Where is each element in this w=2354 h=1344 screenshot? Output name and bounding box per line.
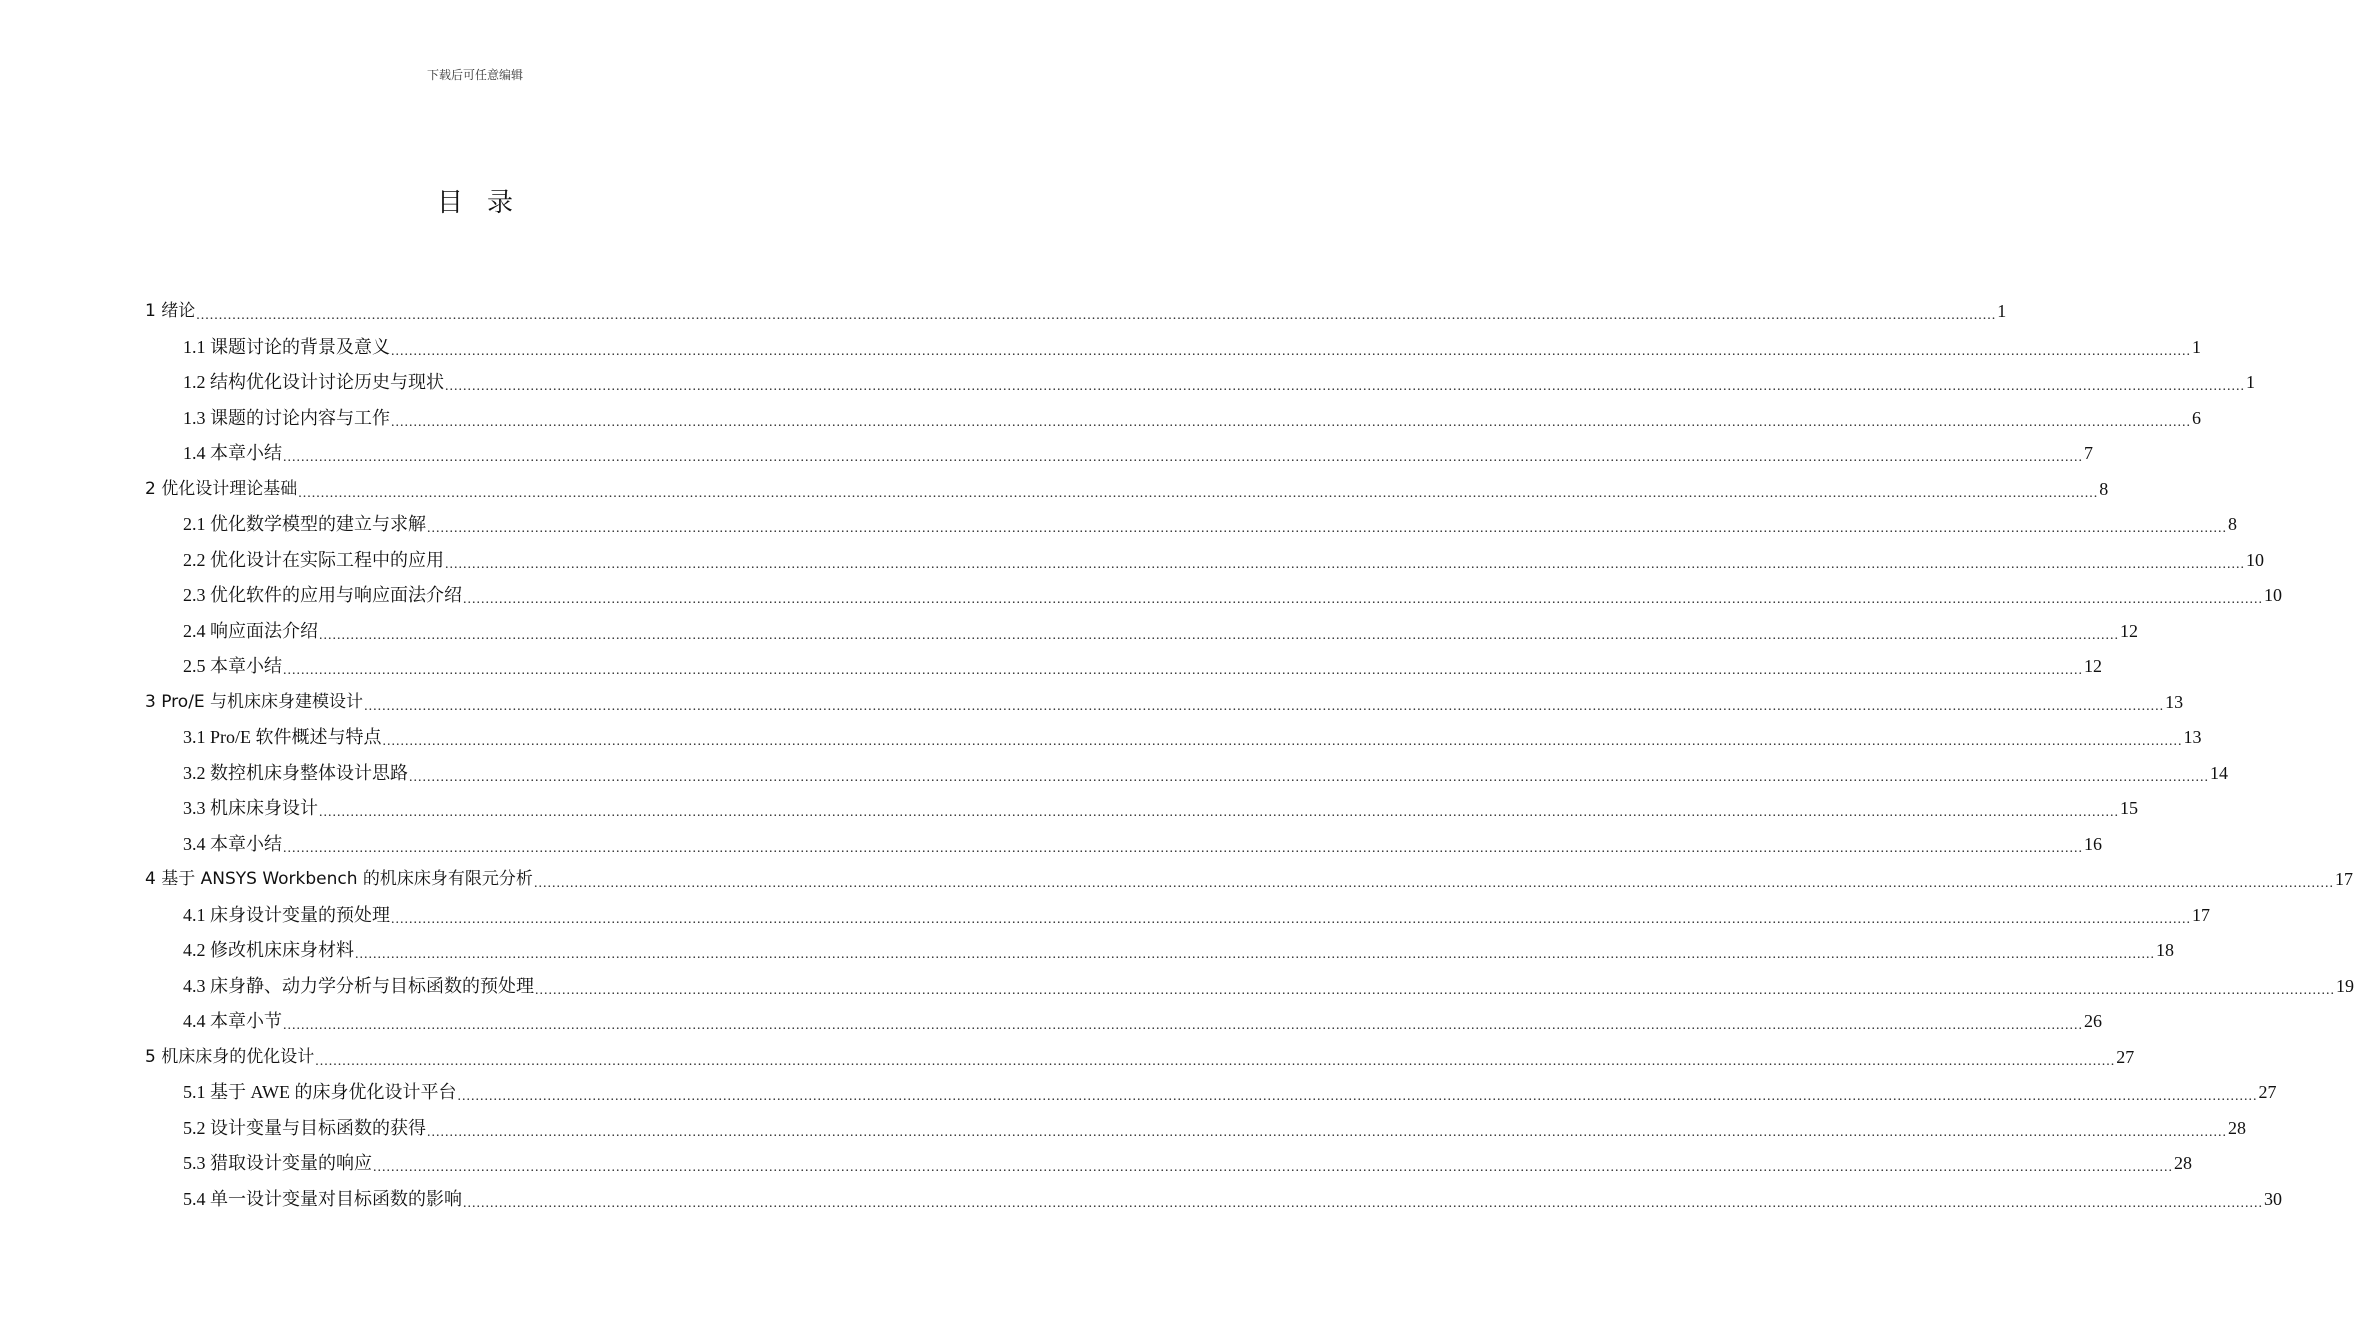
toc-entry-label: 5 机床床身的优化设计 [145, 1046, 315, 1067]
toc-section-entry[interactable] [145, 365, 2255, 401]
toc-page-number: 1 [2246, 372, 2255, 392]
toc-page-number: 15 [2120, 798, 2138, 818]
toc-page-number: 8 [2099, 478, 2109, 499]
toc-entry-label: 3.1 Pro/E 软件概述与特点 [183, 727, 382, 747]
toc-dot-leader: ................................................................................................................................................................................................................................................................................................................................................................................................................ [533, 876, 2334, 891]
toc-page-number: 14 [2210, 762, 2228, 783]
toc-dot-leader: ................................................................................................................................................................................................................................................................................................................................................................................................................ [283, 840, 2083, 856]
toc-page-number: 17 [2334, 869, 2353, 889]
toc-section-entry[interactable] [145, 933, 2174, 969]
toc-dot-leader: ................................................................................................................................................................................................................................................................................................................................................................................................................ [463, 1195, 2263, 1211]
toc-section-entry[interactable] [145, 969, 2354, 1005]
toc-dot-leader: ................................................................................................................................................................................................................................................................................................................................................................................................................ [427, 1124, 2227, 1140]
toc-section-entry[interactable] [145, 614, 2138, 650]
toc-entry-label: 1.4 本章小结 [183, 443, 282, 463]
toc-page-number: 17 [2192, 904, 2210, 925]
toc-dot-leader: ................................................................................................................................................................................................................................................................................................................................................................................................................ [457, 1089, 2258, 1104]
toc-section-entry[interactable] [145, 898, 2210, 934]
toc-dot-leader: ................................................................................................................................................................................................................................................................................................................................................................................................................ [391, 911, 2191, 927]
toc-chapter-entry[interactable] [145, 472, 2109, 508]
toc-page-number: 16 [2084, 833, 2102, 854]
toc-entry-label: 5.3 猎取设计变量的响应 [183, 1153, 372, 1173]
toc-dot-leader: ................................................................................................................................................................................................................................................................................................................................................................................................................ [373, 1160, 2173, 1175]
toc-chapter-entry[interactable] [145, 294, 2007, 330]
toc-section-entry[interactable] [145, 1146, 2192, 1182]
toc-section-entry[interactable] [145, 507, 2237, 543]
toc-dot-leader: ................................................................................................................................................................................................................................................................................................................................................................................................................ [283, 1018, 2083, 1033]
toc-dot-leader: ................................................................................................................................................................................................................................................................................................................................................................................................................ [364, 698, 2165, 714]
page-title: 目录 [436, 188, 537, 218]
toc-entry-label: 5.1 基于 AWE 的床身优化设计平台 [183, 1082, 457, 1102]
toc-dot-leader: ................................................................................................................................................................................................................................................................................................................................................................................................................ [298, 485, 2099, 501]
toc-dot-leader: ................................................................................................................................................................................................................................................................................................................................................................................................................ [391, 414, 2191, 430]
toc-entry-label: 3.4 本章小结 [183, 833, 282, 854]
toc-page-number: 6 [2192, 407, 2201, 428]
toc-section-entry[interactable] [145, 1075, 2277, 1111]
toc-section-entry[interactable] [145, 827, 2102, 863]
toc-entry-label: 1 绪论 [145, 301, 196, 321]
table-of-contents [145, 294, 2354, 1217]
toc-entry-label: 1.2 结构优化设计讨论历史与现状 [183, 372, 444, 392]
toc-chapter-entry[interactable] [145, 862, 2353, 898]
toc-entry-label: 5.4 单一设计变量对目标函数的影响 [183, 1188, 462, 1209]
toc-entry-label: 2.2 优化设计在实际工程中的应用 [183, 549, 444, 570]
toc-dot-leader: ................................................................................................................................................................................................................................................................................................................................................................................................................ [391, 343, 2191, 359]
toc-entry-label: 3 Pro/E 与机床床身建模设计 [145, 691, 364, 712]
toc-page-number: 8 [2228, 514, 2237, 534]
toc-entry-label: 4.1 床身设计变量的预处理 [183, 904, 390, 925]
toc-page-number: 27 [2116, 1046, 2135, 1067]
toc-entry-label: 2.5 本章小结 [183, 656, 282, 676]
toc-page-number: 1 [2192, 336, 2201, 357]
toc-dot-leader: ................................................................................................................................................................................................................................................................................................................................................................................................................ [409, 769, 2209, 785]
toc-chapter-entry[interactable] [145, 685, 2184, 721]
toc-section-entry[interactable] [145, 436, 2093, 472]
toc-section-entry[interactable] [145, 578, 2282, 614]
toc-entry-label: 4.3 床身静、动力学分析与目标函数的预处理 [183, 975, 534, 996]
toc-dot-leader: ................................................................................................................................................................................................................................................................................................................................................................................................................ [319, 805, 2119, 820]
toc-entry-label: 1.1 课题讨论的背景及意义 [183, 336, 390, 357]
toc-page-number: 12 [2120, 620, 2138, 641]
toc-page-number: 12 [2084, 656, 2102, 676]
toc-chapter-entry[interactable] [145, 1040, 2135, 1076]
toc-entry-label: 4.4 本章小节 [183, 1011, 282, 1031]
toc-section-entry[interactable] [145, 1182, 2282, 1218]
toc-section-entry[interactable] [145, 756, 2228, 792]
toc-dot-leader: ................................................................................................................................................................................................................................................................................................................................................................................................................ [535, 982, 2335, 998]
toc-page-number: 18 [2156, 940, 2174, 960]
toc-entry-label: 4.2 修改机床床身材料 [183, 940, 354, 960]
toc-section-entry[interactable] [145, 791, 2138, 827]
toc-entry-label: 2 优化设计理论基础 [145, 478, 298, 499]
toc-page-number: 10 [2246, 549, 2264, 570]
toc-entry-label: 5.2 设计变量与目标函数的获得 [183, 1117, 426, 1138]
toc-section-entry[interactable] [145, 330, 2201, 366]
toc-dot-leader: ................................................................................................................................................................................................................................................................................................................................................................................................................ [196, 308, 1997, 323]
toc-page-number: 13 [2183, 727, 2202, 747]
toc-page-number: 10 [2264, 585, 2282, 605]
toc-dot-leader: ................................................................................................................................................................................................................................................................................................................................................................................................................ [283, 663, 2083, 678]
toc-dot-leader: ................................................................................................................................................................................................................................................................................................................................................................................................................ [463, 592, 2263, 607]
toc-dot-leader: ................................................................................................................................................................................................................................................................................................................................................................................................................ [283, 450, 2083, 465]
toc-page-number: 1 [1997, 301, 2007, 321]
toc-section-entry[interactable] [145, 1111, 2246, 1147]
toc-entry-label: 3.3 机床床身设计 [183, 798, 318, 818]
toc-section-entry[interactable] [145, 720, 2202, 756]
toc-dot-leader: ................................................................................................................................................................................................................................................................................................................................................................................................................ [445, 556, 2245, 572]
toc-entry-label: 3.2 数控机床身整体设计思路 [183, 762, 408, 783]
toc-entry-label: 2.4 响应面法介绍 [183, 620, 318, 641]
toc-page-number: 19 [2336, 975, 2354, 996]
toc-section-entry[interactable] [145, 543, 2264, 579]
toc-page-number: 30 [2264, 1188, 2282, 1209]
toc-page-number: 26 [2084, 1011, 2102, 1031]
toc-dot-leader: ................................................................................................................................................................................................................................................................................................................................................................................................................ [427, 521, 2227, 536]
toc-entry-label: 2.1 优化数学模型的建立与求解 [183, 514, 426, 534]
toc-section-entry[interactable] [145, 401, 2201, 437]
toc-dot-leader: ................................................................................................................................................................................................................................................................................................................................................................................................................ [315, 1053, 2116, 1069]
toc-page-number: 7 [2084, 443, 2093, 463]
toc-section-entry[interactable] [145, 1004, 2102, 1040]
toc-dot-leader: ................................................................................................................................................................................................................................................................................................................................................................................................................ [355, 947, 2155, 962]
toc-section-entry[interactable] [145, 649, 2102, 685]
toc-entry-label: 2.3 优化软件的应用与响应面法介绍 [183, 585, 462, 605]
toc-page-number: 27 [2258, 1082, 2277, 1102]
toc-entry-label: 1.3 课题的讨论内容与工作 [183, 407, 390, 428]
toc-dot-leader: ................................................................................................................................................................................................................................................................................................................................................................................................................ [445, 379, 2245, 394]
toc-dot-leader: ................................................................................................................................................................................................................................................................................................................................................................................................................ [319, 627, 2119, 643]
toc-page-number: 28 [2228, 1117, 2246, 1138]
toc-page-number: 13 [2165, 691, 2184, 712]
page-header: 下载后可任意编辑 [426, 68, 523, 82]
toc-page-number: 28 [2174, 1153, 2192, 1173]
toc-dot-leader: ................................................................................................................................................................................................................................................................................................................................................................................................................ [382, 734, 2183, 749]
toc-entry-label: 4 基于 ANSYS Workbench 的机床床身有限元分析 [145, 869, 533, 889]
